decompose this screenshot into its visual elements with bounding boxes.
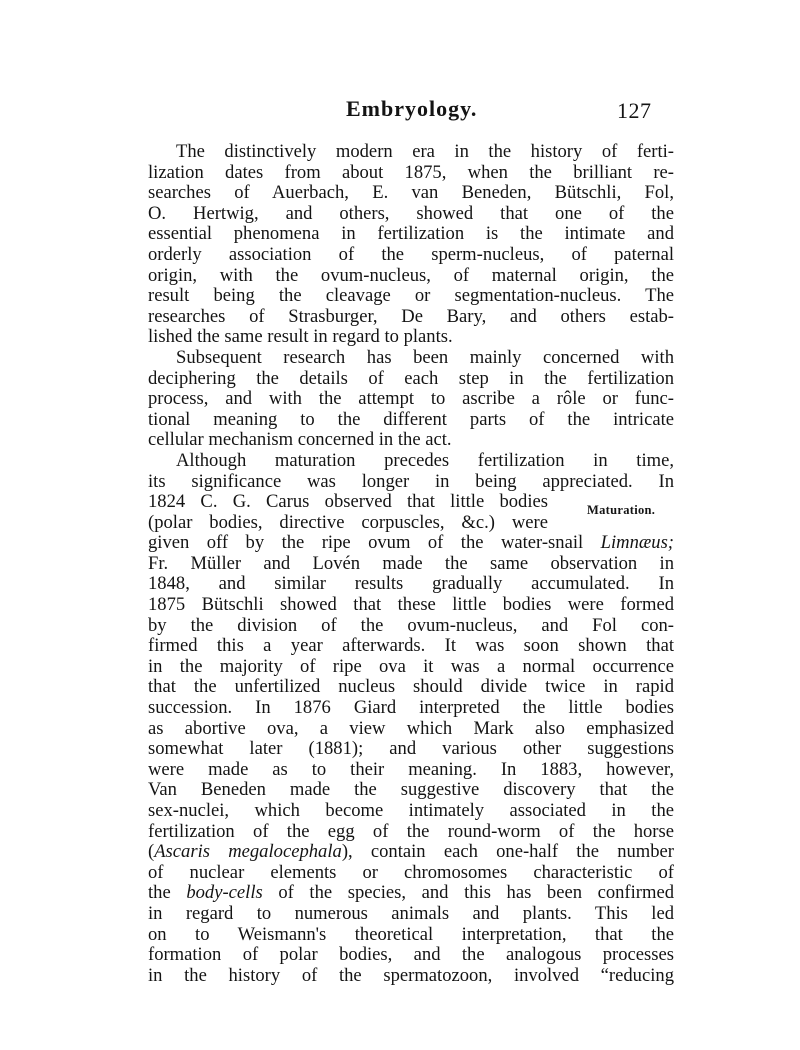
text-line: in regard to numerous animals and plants. This led [148, 902, 674, 924]
text-line: essential phenomena in fertilization is the intimate and [148, 223, 674, 245]
text-line: result being the cleavage or segmentation-nucleus. The [148, 285, 674, 307]
text-line: 1875 Bütschli showed that these little bodies were formed [148, 594, 674, 616]
text-line: Subsequent research has been mainly concerned with [176, 346, 674, 368]
page-number: 127 [617, 98, 652, 123]
text-segment: of the species, and this has been confirmed [278, 882, 674, 904]
body-text [148, 142, 674, 986]
text-line: lization dates from about 1875, when the brilliant re- [148, 161, 674, 183]
text-line: 1848, and similar results gradually accumulated. In [148, 573, 674, 595]
text-line: searches of Auerbach, E. van Beneden, Bütschli, Fol, [148, 182, 674, 204]
species-name-limnaeus: Limnæus; [600, 532, 674, 554]
margin-note-maturation: Maturation. [587, 503, 656, 517]
text-line: Van Beneden made the suggestive discovery that the [148, 779, 674, 801]
text-line: researches of Strasburger, De Bary, and others estab- [148, 305, 674, 327]
text-line: in the majority of ripe ova it was a normal occurrence [148, 655, 674, 677]
text-line: sex-nuclei, which become intimately associated in the [148, 800, 674, 821]
text-line: cellular mechanism concerned in the act. [148, 429, 452, 451]
text-segment: ), contain each one-half the number [341, 841, 675, 863]
text-line: Although maturation precedes fertilization in time, [176, 449, 674, 471]
running-head [0, 96, 800, 130]
paragraph-2 [148, 348, 674, 451]
text-line: its significance was longer in being appreciated. In [148, 470, 674, 492]
text-line: firmed this a year afterwards. It was soon shown that [148, 635, 674, 657]
text-line: deciphering the details of each step in the fertilization [148, 367, 674, 389]
running-title: Embryology. [346, 96, 478, 121]
text-line: origin, with the ovum-nucleus, of maternal origin, the [148, 264, 674, 286]
text-line [148, 533, 674, 554]
text-line: formation of polar bodies, and the analogous processes [148, 944, 674, 966]
text-line: somewhat later (1881); and various other suggestions [148, 738, 674, 760]
text-line: O. Hertwig, and others, showed that one of the [148, 202, 674, 224]
text-line: on to Weismann's theoretical interpretation, that the [148, 923, 674, 945]
text-line [148, 842, 674, 863]
text-line: by the division of the ovum-nucleus, and Fol con- [148, 614, 674, 636]
text-segment: given off by the ripe ovum of the water-snail [148, 532, 584, 554]
paragraph-1 [148, 142, 674, 348]
text-line: that the unfertilized nucleus should divide twice in rapid [148, 676, 674, 698]
text-line: Fr. Müller and Lovén made the same observation in [148, 552, 674, 574]
text-line: fertilization of the egg of the round-worm of the horse [148, 820, 674, 842]
text-segment: the [148, 882, 171, 904]
text-line: tional meaning to the different parts of the intricate [148, 408, 674, 430]
text-line: as abortive ova, a view which Mark also emphasized [148, 717, 674, 739]
text-line: The distinctively modern era in the history of ferti- [176, 141, 674, 162]
term-body-cells: body-cells [186, 882, 263, 904]
text-line: 1824 C. G. Carus observed that little bodies [148, 491, 548, 513]
paragraph-3 [148, 451, 674, 986]
text-line: of nuclear elements or chromosomes characteristic of [148, 861, 674, 883]
text-line: orderly association of the sperm-nucleus, of paternal [148, 243, 674, 265]
text-line: succession. In 1876 Giard interpreted the little bodies [148, 697, 674, 719]
text-line: process, and with the attempt to ascribe a rôle or func- [148, 388, 674, 410]
text-segment: ( [148, 841, 155, 863]
text-line: (polar bodies, directive corpuscles, &c.) were [148, 511, 548, 533]
text-line: in the history of the spermatozoon, involved “reducing [148, 964, 674, 986]
species-name-ascaris: Ascaris megalocephala [154, 841, 342, 863]
text-line [148, 883, 674, 904]
text-line: lished the same result in regard to plants. [148, 326, 453, 348]
text-line: were made as to their meaning. In 1883, however, [148, 758, 674, 780]
